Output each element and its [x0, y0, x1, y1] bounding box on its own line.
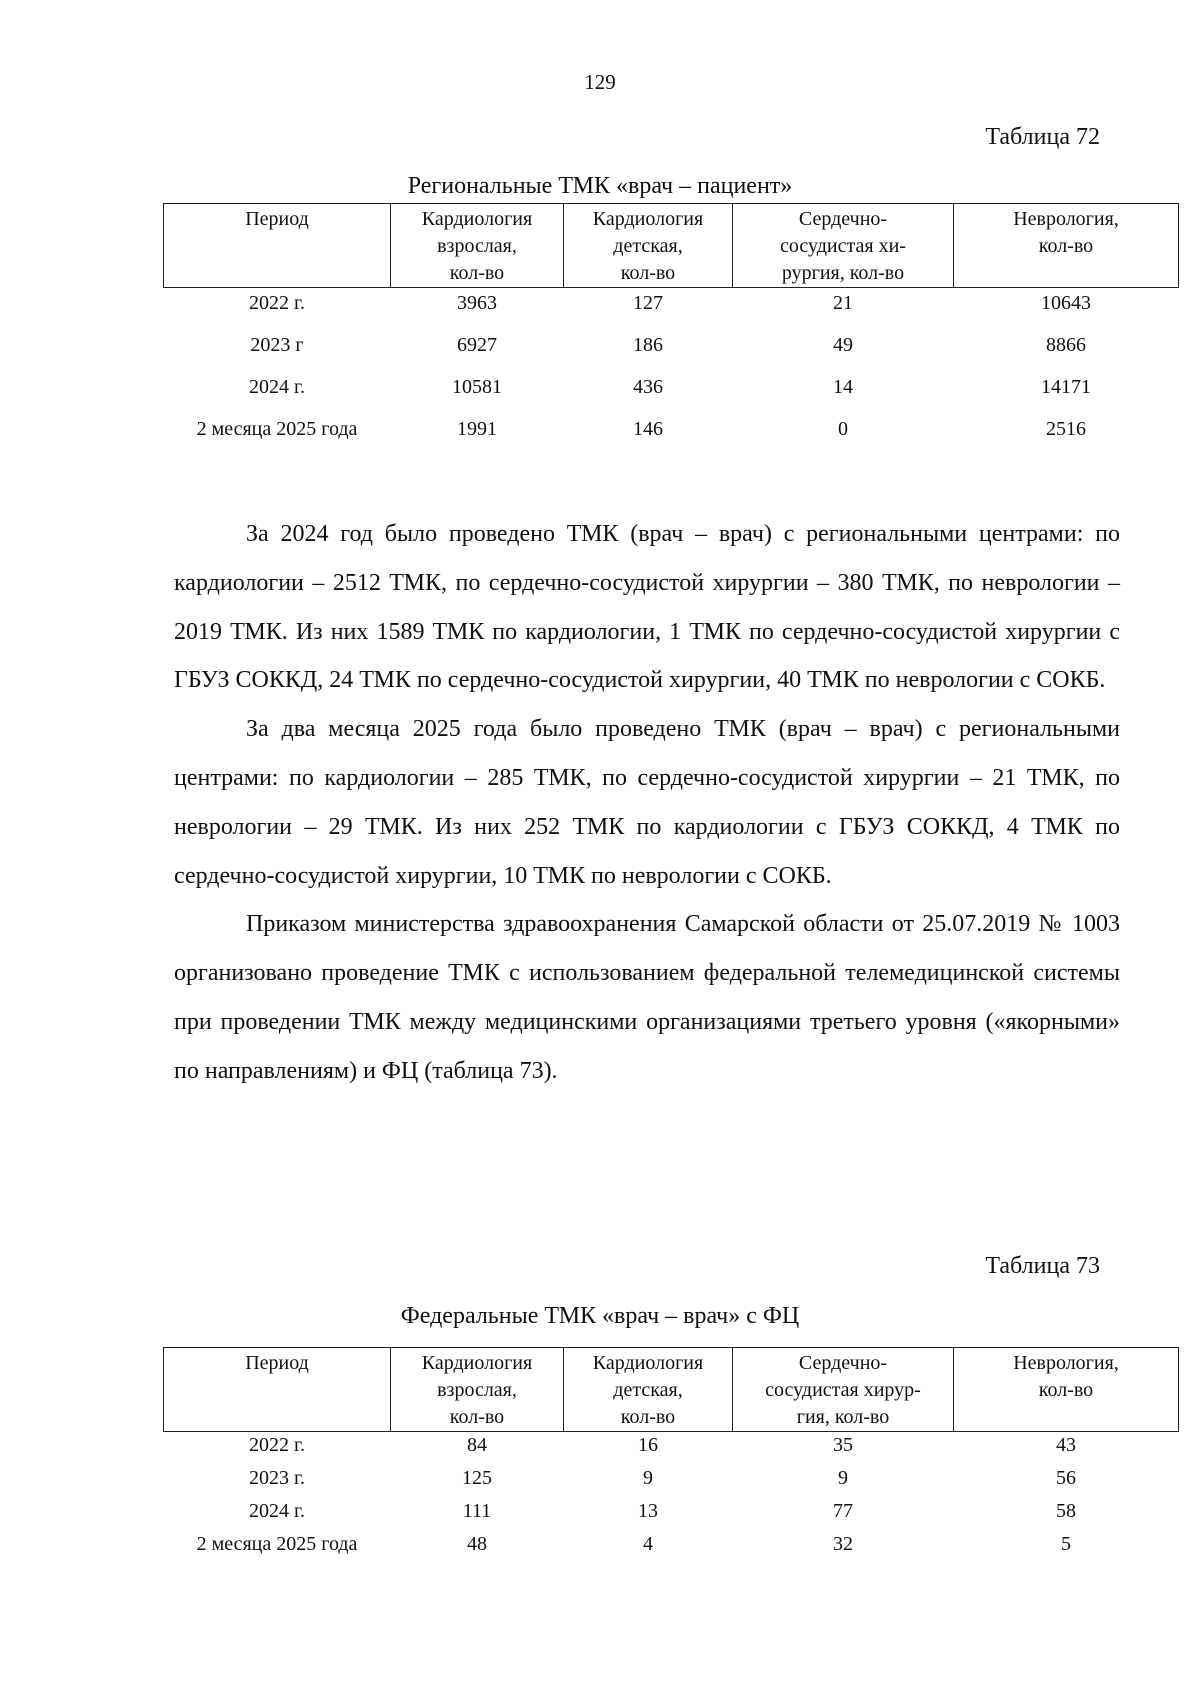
cell-value: 1991: [457, 418, 497, 440]
cell-value: 14: [833, 376, 853, 398]
cell-value: 56: [1056, 1467, 1076, 1489]
cell-period: 2 месяца 2025 года: [196, 418, 358, 440]
cell-value: 58: [1056, 1500, 1076, 1522]
table-row: [164, 1465, 1179, 1498]
cell-period: 2023 г: [250, 334, 304, 356]
cell-value: 49: [833, 334, 853, 356]
cell-period: 2022 г.: [249, 292, 305, 314]
header-line: взрослая,: [437, 235, 517, 257]
header-period: [164, 1348, 391, 1432]
cell-value: 10581: [452, 376, 502, 398]
table-header-row: [164, 1348, 1179, 1432]
header-cardiology-adult: [391, 204, 564, 288]
table-row: [164, 372, 1179, 414]
cell-value: 10643: [1041, 292, 1091, 314]
cell-value: 77: [833, 1500, 853, 1522]
header-line: сосудистая хирур-: [765, 1379, 921, 1401]
paragraph: За 2024 год было проведено ТМК (врач – врач) с региональными центрами: по кардиологии – 2512 ТМК, по сердечно-сосудистой хирургии – 380 ТМК, по неврологии – 2019 ТМК. Из них 1589 ТМК по кардиологии, 1 ТМК по сердечно-сосудистой хирургии с ГБУЗ СОККД, 24 ТМК по сердечно-сосудистой хирургии, 40 ТМК по неврологии с СОКБ.: [174, 521, 1120, 694]
cell-value: 14171: [1041, 376, 1091, 398]
cell-value: 84: [467, 1434, 487, 1456]
cell-value: 4: [643, 1533, 653, 1555]
paragraph: Приказом министерства здравоохранения Самарской области от 25.07.2019 № 1003 организовано проведение ТМК с использованием федеральной телемедицинской системы при проведении ТМК между медицинскими организациями третьего уровня («якорными» по направлениям) и ФЦ (таблица 73).: [174, 911, 1120, 1084]
header-line: детская,: [613, 235, 683, 257]
table-73: [163, 1347, 1179, 1564]
cell-value: 21: [833, 292, 853, 314]
cell-value: 125: [462, 1467, 492, 1489]
table-73-label: Таблица 73: [985, 1253, 1100, 1279]
header-line: Кардиология: [592, 208, 704, 230]
header-line: Неврология,: [1013, 208, 1119, 230]
cell-value: 32: [833, 1533, 853, 1555]
body-text: [174, 510, 1120, 1096]
cell-value: 127: [633, 292, 663, 314]
cell-value: 5: [1061, 1533, 1071, 1555]
cell-value: 48: [467, 1533, 487, 1555]
cell-period: 2024 г.: [249, 376, 305, 398]
cell-value: 9: [643, 1467, 653, 1489]
header-line: кол-во: [1038, 1379, 1094, 1401]
header-cardiovascular-surgery: [733, 1348, 954, 1432]
cell-value: 13: [638, 1500, 658, 1522]
page-number: 129: [584, 70, 616, 94]
cell-value: 436: [633, 376, 663, 398]
table-row: [164, 288, 1179, 331]
header-line: кол-во: [620, 1406, 676, 1428]
header-neurology: [954, 1348, 1179, 1432]
header-line: Период: [245, 208, 309, 230]
header-line: сосудистая хи-: [780, 235, 906, 257]
header-line: Кардиология: [421, 1352, 533, 1374]
cell-value: 43: [1056, 1434, 1076, 1456]
table-row: [164, 414, 1179, 456]
table-row: [164, 1531, 1179, 1564]
header-line: Кардиология: [592, 1352, 704, 1374]
paragraph: За два месяца 2025 года было проведено ТМК (врач – врач) с региональными центрами: по кардиологии – 285 ТМК, по сердечно-сосудистой хирургии – 21 ТМК, по неврологии – 29 ТМК. Из них 252 ТМК по кардиологии с ГБУЗ СОККД, 4 ТМК по сердечно-сосудистой хирургии, 10 ТМК по неврологии с СОКБ.: [174, 716, 1120, 889]
header-line: детская,: [613, 1379, 683, 1401]
header-line: взрослая,: [437, 1379, 517, 1401]
table-header-row: [164, 204, 1179, 288]
table-row: [164, 330, 1179, 372]
cell-value: 3963: [457, 292, 497, 314]
header-cardiology-adult: [391, 1348, 564, 1432]
cell-value: 8866: [1046, 334, 1086, 356]
header-line: кол-во: [1038, 235, 1094, 257]
cell-value: 186: [633, 334, 663, 356]
cell-period: 2024 г.: [249, 1500, 305, 1522]
table-73-title: Федеральные ТМК «врач – врач» с ФЦ: [400, 1303, 800, 1329]
header-line: гия, кол-во: [796, 1406, 890, 1428]
cell-period: 2 месяца 2025 года: [196, 1533, 358, 1555]
header-line: кол-во: [449, 262, 505, 284]
table-row: [164, 1498, 1179, 1531]
cell-value: 0: [838, 418, 848, 440]
header-cardiology-child: [564, 204, 733, 288]
header-line: Сердечно-: [798, 1352, 888, 1374]
table-row: [164, 1432, 1179, 1466]
table-72-label: Таблица 72: [985, 124, 1100, 150]
header-line: Неврология,: [1013, 1352, 1119, 1374]
cell-period: 2022 г.: [249, 1434, 305, 1456]
header-line: Сердечно-: [798, 208, 888, 230]
cell-value: 9: [838, 1467, 848, 1489]
header-line: кол-во: [620, 262, 676, 284]
header-line: кол-во: [449, 1406, 505, 1428]
header-line: Кардиология: [421, 208, 533, 230]
cell-period: 2023 г.: [249, 1467, 305, 1489]
cell-value: 146: [633, 418, 663, 440]
cell-value: 111: [462, 1500, 492, 1522]
cell-value: 16: [638, 1434, 658, 1456]
header-neurology: [954, 204, 1179, 288]
header-period: [164, 204, 391, 288]
table-72-title: Региональные ТМК «врач – пациент»: [407, 173, 793, 199]
cell-value: 2516: [1046, 418, 1086, 440]
table-72: [163, 203, 1179, 456]
cell-value: 35: [833, 1434, 853, 1456]
header-line: рургия, кол-во: [781, 262, 905, 284]
cell-value: 6927: [457, 334, 497, 356]
header-line: Период: [245, 1352, 309, 1374]
header-cardiology-child: [564, 1348, 733, 1432]
header-cardiovascular-surgery: [733, 204, 954, 288]
